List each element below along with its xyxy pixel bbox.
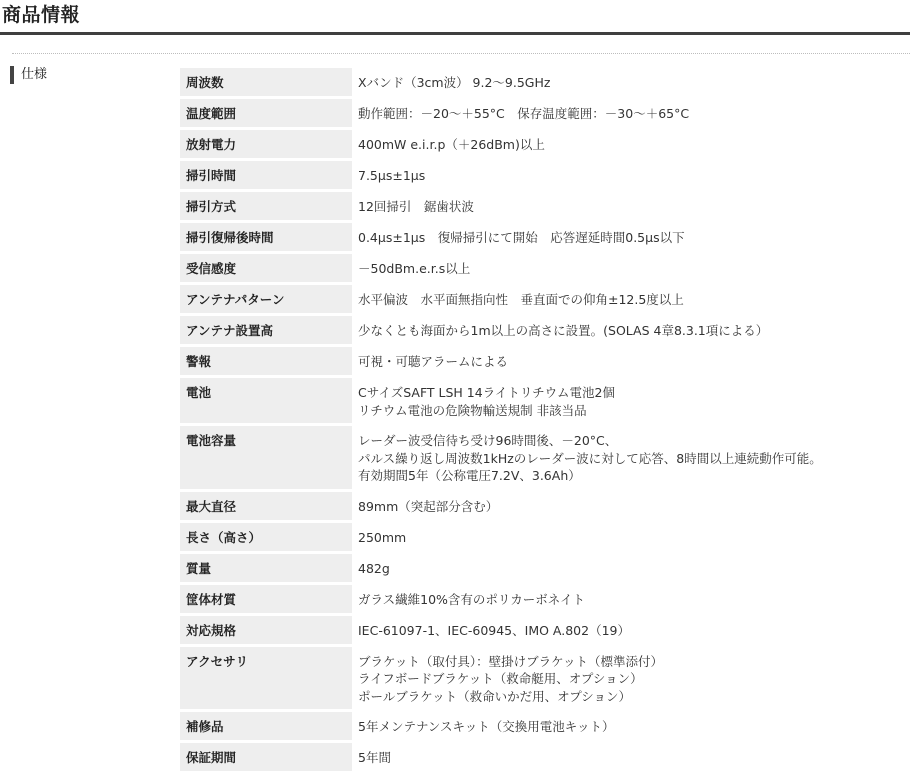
spec-value-line: CサイズSAFT LSH 14ライトリチウム電池2個 [358,385,615,400]
spec-label: 対応規格 [180,616,352,645]
spec-value [352,254,910,283]
spec-value-line: ポールブラケット（救命いかだ用、オプション） [358,688,632,704]
spec-value-line: リチウム電池の危険物輸送規制 非該当品 [358,402,587,418]
spec-value-line: 5年間 [358,750,391,765]
spec-label: 電池 [180,378,352,424]
spec-label: 放射電力 [180,130,352,159]
spec-label: アンテナ設置高 [180,316,352,345]
spec-label: 警報 [180,347,352,376]
spec-value-line: 少なくとも海面から1m以上の高さに設置。(SOLAS 4章8.3.1項による） [358,323,769,338]
spec-label: 長さ（高さ） [180,523,352,552]
spec-row [180,192,910,221]
spec-row [180,130,910,159]
spec-label: 温度範囲 [180,99,352,128]
spec-label: 周波数 [180,68,352,97]
spec-value-line: 5年メンテナンスキット（交換用電池キット） [358,719,615,734]
spec-table [180,66,910,774]
spec-value-line: レーダー波受信待ち受け96時間後、－20°C、 [358,433,618,448]
spec-value-line: ブラケット（取付具）：壁掛けブラケット（標準添付） [358,653,664,669]
spec-value-line: IEC-61097-1、IEC-60945、IMO A.802（19） [358,622,630,638]
spec-value [352,523,910,552]
spec-value-line: 482g [358,560,390,576]
spec-row [180,616,910,645]
spec-value [352,161,910,190]
section-heading-specs: 仕様 [10,66,47,84]
spec-value [352,616,910,645]
spec-value [352,426,910,490]
spec-row [180,161,910,190]
spec-value [352,223,910,252]
spec-row [180,378,910,424]
spec-value-line: 250mm [358,529,407,545]
spec-label: 保証期間 [180,743,352,772]
spec-value [352,743,910,772]
spec-row [180,68,910,97]
spec-value [352,492,910,521]
spec-value-line: 水平偏波 水平面無指向性 垂直面での仰角±12.5度以上 [358,292,684,307]
page-header [0,0,910,35]
spec-value-line: ライフボードブラケット（救命艇用、オプション） [358,671,643,686]
spec-value-line: 400mW e.i.r.p（＋26dBm)以上 [358,137,545,152]
spec-value-line: パルス繰り返し周波数1kHzのレーダー波に対して応答、8時間以上連続動作可能。 [358,450,822,466]
spec-label: 掃引方式 [180,192,352,221]
spec-value [352,712,910,741]
spec-value-line: 12回掃引 鋸歯状波 [358,199,474,214]
spec-row [180,492,910,521]
spec-value [352,347,910,376]
spec-value-line: 89mm（突起部分含む） [358,498,499,514]
spec-label: 質量 [180,554,352,583]
spec-label: 電池容量 [180,426,352,490]
spec-value [352,130,910,159]
spec-value [352,647,910,711]
spec-value [352,192,910,221]
spec-label: 掃引時間 [180,161,352,190]
spec-value [352,285,910,314]
spec-label: 最大直径 [180,492,352,521]
spec-value [352,378,910,424]
spec-row [180,316,910,345]
spec-row [180,254,910,283]
spec-value-line: 可視・可聴アラームによる [358,354,509,369]
spec-label: 補修品 [180,712,352,741]
spec-value [352,99,910,128]
spec-row [180,99,910,128]
spec-value [352,316,910,345]
spec-row [180,347,910,376]
spec-label: 掃引復帰後時間 [180,223,352,252]
spec-label: アンテナパターン [180,285,352,314]
spec-row [180,285,910,314]
spec-value-line: 0.4μs±1μs 復帰掃引にて開始 応答遅延時間0.5μs以下 [358,230,685,245]
spec-row [180,743,910,772]
spec-label: 受信感度 [180,254,352,283]
spec-label: アクセサリ [180,647,352,711]
spec-table-body [180,68,910,772]
spec-value-line: 有効期間5年（公称電圧7.2V、3.6Ah） [358,468,581,483]
spec-row [180,523,910,552]
spec-value-line: ガラス繊維10%含有のポリカーボネイト [358,591,586,607]
spec-row [180,647,910,711]
spec-value-line: 7.5μs±1μs [358,168,426,183]
spec-value [352,68,910,97]
page-title: 商品情報 [2,4,81,26]
spec-row [180,554,910,583]
section-divider [12,53,910,54]
spec-row [180,223,910,252]
spec-value-line: 動作範囲：－20～＋55°C 保存温度範囲：－30～＋65°C [358,106,690,121]
spec-value-line: Xバンド（3cm波） 9.2～9.5GHz [358,75,551,90]
spec-value-line: －50dBm.e.r.s以上 [358,261,471,276]
spec-value [352,554,910,583]
spec-row [180,712,910,741]
spec-value [352,585,910,614]
spec-row [180,585,910,614]
spec-row [180,426,910,490]
spec-label: 筐体材質 [180,585,352,614]
